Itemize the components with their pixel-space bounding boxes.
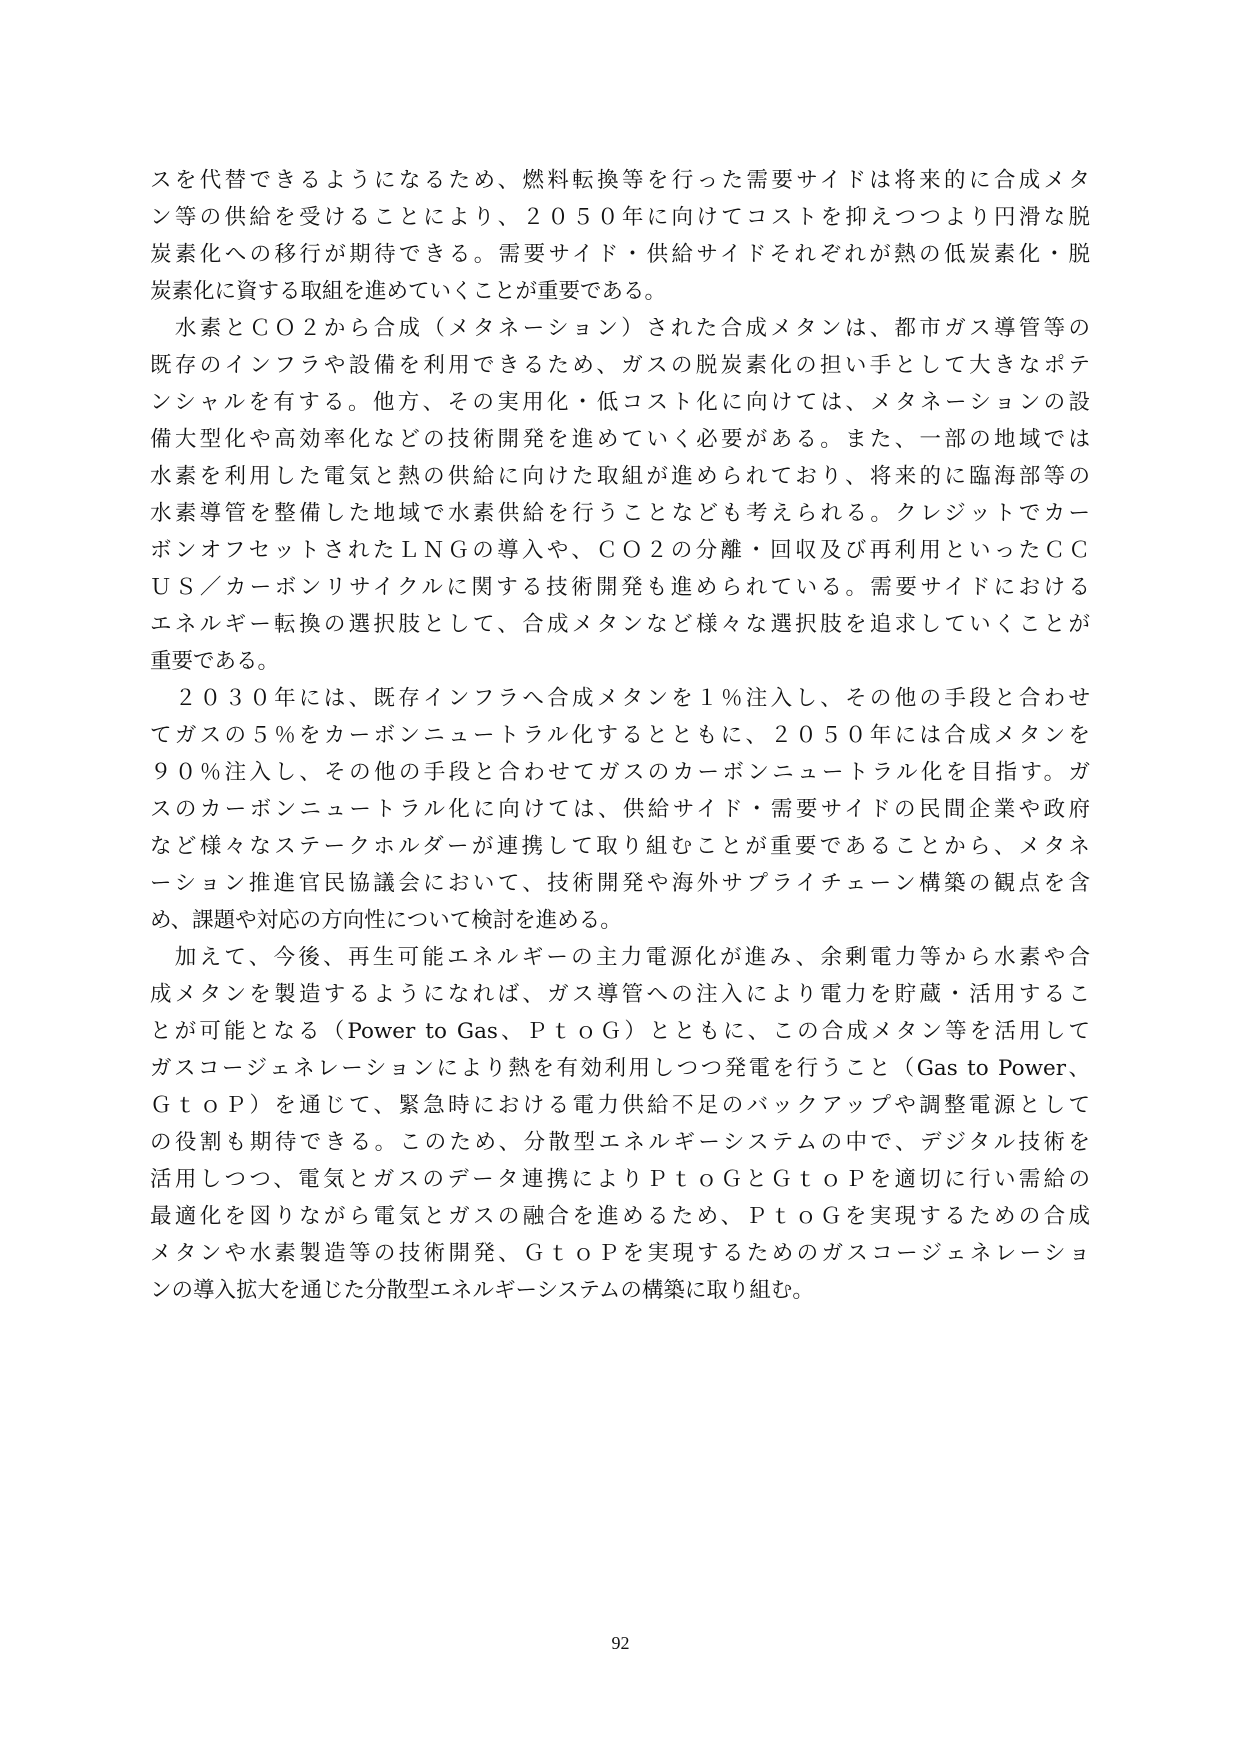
text-line: など様々なステークホルダーが連携して取り組むことが重要であることから、メタネ bbox=[150, 834, 1090, 859]
text-line: 既存のインフラや設備を利用できるため、ガスの脱炭素化の担い手として大きなポテ bbox=[150, 353, 1090, 378]
page-number: 92 bbox=[611, 1633, 630, 1653]
text-line: ボンオフセットされたＬＮＧの導入や、ＣＯ２の分離・回収及び再利用といったＣＣ bbox=[150, 538, 1090, 563]
text-line: スを代替できるようになるため、燃料転換等を行った需要サイドは将来的に合成メタ bbox=[150, 168, 1090, 193]
text-line: ンの導入拡大を通じた分散型エネルギーシステムの構築に取り組む。 bbox=[150, 1278, 814, 1303]
text-line: ＧｔｏＰ）を通じて、緊急時における電力供給不足のバックアップや調整電源として bbox=[150, 1093, 1090, 1118]
text-line: ンシャルを有する。他方、その実用化・低コスト化に向けては、メタネーションの設 bbox=[150, 390, 1090, 415]
text-line: ン等の供給を受けることにより、２０５０年に向けてコストを抑えつつより円滑な脱 bbox=[150, 205, 1090, 230]
text-line: エネルギー転換の選択肢として、合成メタンなど様々な選択肢を追求していくことが bbox=[150, 612, 1090, 637]
text-line: 最適化を図りながら電気とガスの融合を進めるため、ＰｔｏＧを実現するための合成 bbox=[150, 1204, 1090, 1229]
text-line: 水素とＣＯ２から合成（メタネーション）された合成メタンは、都市ガス導管等の bbox=[150, 316, 1090, 341]
paragraph-1 bbox=[150, 162, 1090, 310]
body-text bbox=[150, 162, 1090, 1309]
text-line: め、課題や対応の方向性について検討を進める。 bbox=[150, 908, 622, 933]
paragraph-4 bbox=[150, 939, 1090, 1309]
text-line: 水素導管を整備した地域で水素供給を行うことなども考えられる。クレジットでカー bbox=[150, 501, 1090, 526]
paragraph-3 bbox=[150, 680, 1090, 939]
text-line: てガスの５％をカーボンニュートラル化するとともに、２０５０年には合成メタンを bbox=[150, 723, 1090, 748]
paragraph-2 bbox=[150, 310, 1090, 680]
text-line: 水素を利用した電気と熱の供給に向けた取組が進められており、将来的に臨海部等の bbox=[150, 464, 1090, 489]
text-line: ＵＳ／カーボンリサイクルに関する技術開発も進められている。需要サイドにおける bbox=[150, 575, 1090, 600]
text-line: 加えて、今後、再生可能エネルギーの主力電源化が進み、余剰電力等から水素や合 bbox=[150, 945, 1090, 970]
text-line: 炭素化に資する取組を進めていくことが重要である。 bbox=[150, 279, 667, 304]
text-line: 備大型化や高効率化などの技術開発を進めていく必要がある。また、一部の地域では bbox=[150, 427, 1090, 452]
text-line: ガスコージェネレーションにより熱を有効利用しつつ発電を行うこと（Gas to Power、 bbox=[150, 1056, 1090, 1081]
text-line: ２０３０年には、既存インフラへ合成メタンを１％注入し、その他の手段と合わせ bbox=[150, 686, 1090, 711]
text-line: 炭素化への移行が期待できる。需要サイド・供給サイドそれぞれが熱の低炭素化・脱 bbox=[150, 242, 1090, 267]
text-line: の役割も期待できる。このため、分散型エネルギーシステムの中で、デジタル技術を bbox=[150, 1130, 1090, 1155]
text-line: とが可能となる（Power to Gas、ＰｔｏＧ）とともに、この合成メタン等を活用して bbox=[150, 1019, 1090, 1044]
text-line: 成メタンを製造するようになれば、ガス導管への注入により電力を貯蔵・活用するこ bbox=[150, 982, 1090, 1007]
text-line: スのカーボンニュートラル化に向けては、供給サイド・需要サイドの民間企業や政府 bbox=[150, 797, 1090, 822]
text-line: メタンや水素製造等の技術開発、ＧｔｏＰを実現するためのガスコージェネレーショ bbox=[150, 1241, 1090, 1266]
text-line: ９０％注入し、その他の手段と合わせてガスのカーボンニュートラル化を目指す。ガ bbox=[150, 760, 1090, 785]
text-line: 活用しつつ、電気とガスのデータ連携によりＰｔｏＧとＧｔｏＰを適切に行い需給の bbox=[150, 1167, 1090, 1192]
text-line: 重要である。 bbox=[150, 649, 280, 674]
text-line: ーション推進官民協議会において、技術開発や海外サプライチェーン構築の観点を含 bbox=[150, 871, 1090, 896]
